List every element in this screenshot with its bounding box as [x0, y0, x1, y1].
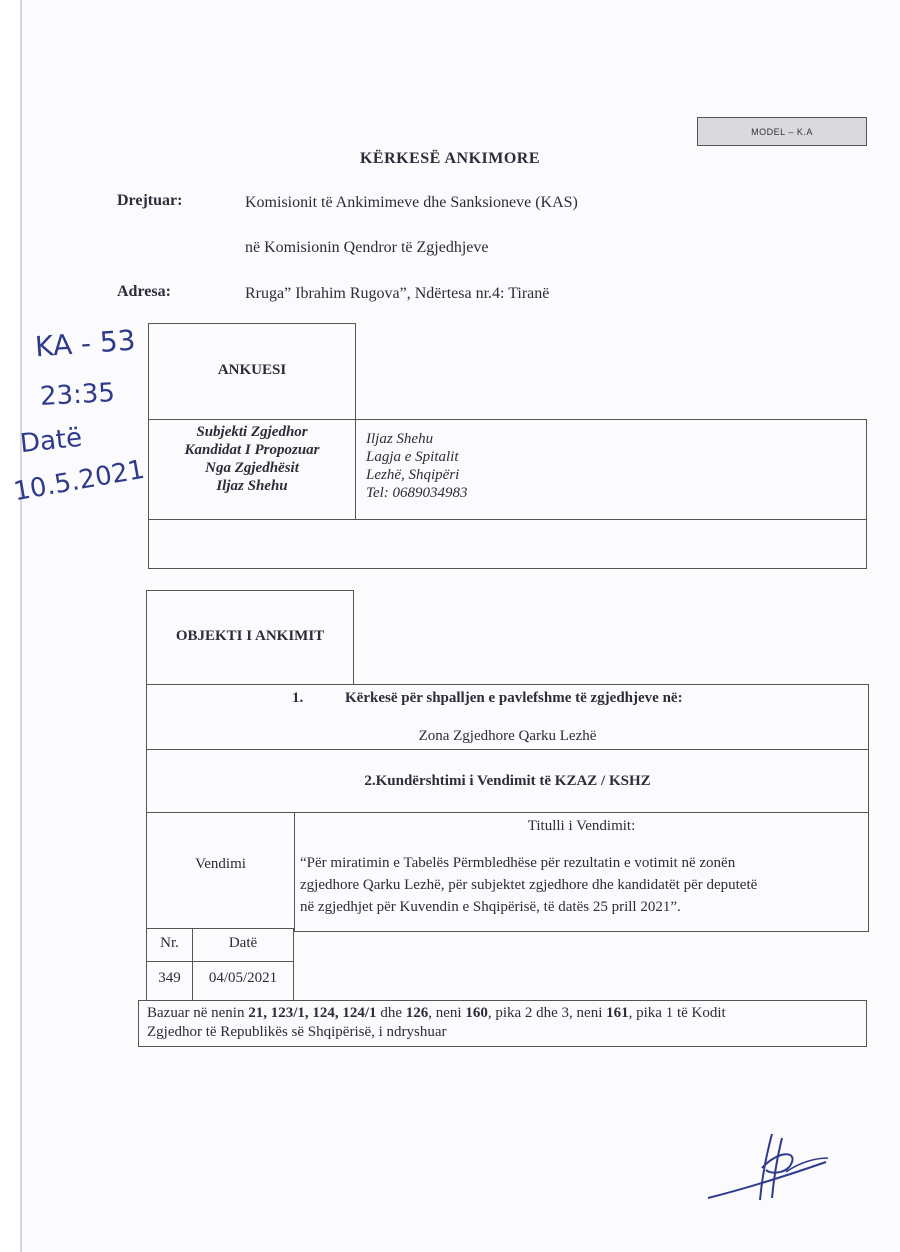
nr-value-cell: [146, 961, 193, 1001]
decision-title-line: zgjedhore Qarku Lezhë, për subjektet zgjedhore dhe kandidatët për deputetë: [300, 877, 758, 893]
document-title: KËRKESË ANKIMORE: [359, 150, 541, 167]
item1-text: Kërkesë për shpalljen e pavlefshme të zgjedhjeve në:: [345, 690, 683, 706]
legal-basis-line-2: Zgjedhor të Republikës së Shqipërisë, i ndryshuar: [147, 1024, 447, 1040]
details-line: Lezhë, Shqipëri: [366, 467, 460, 483]
legal-basis: [147, 1004, 863, 1042]
subject-line: Nga Zgjedhësit: [205, 460, 299, 476]
date-value: 04/05/2021: [208, 970, 278, 986]
legal-articles: 21, 123/1, 124, 124/1: [248, 1005, 377, 1021]
legal-article: 126: [405, 1005, 429, 1021]
details-line: Iljaz Shehu: [366, 431, 434, 447]
ankuesi-subject: [150, 423, 354, 495]
election-zone: Zona Zgjedhore Qarku Lezhë: [418, 728, 597, 744]
legal-basis-line-1: [147, 1004, 863, 1023]
legal-article: 161: [606, 1005, 629, 1021]
details-line: Tel: 0689034983: [366, 485, 468, 501]
objekti-header: OBJEKTI I ANKIMIT: [175, 628, 325, 644]
ankuesi-divider: [355, 419, 356, 520]
ankuesi-header: ANKUESI: [217, 362, 287, 378]
model-label-box: MODEL – K.A: [697, 117, 867, 146]
ankuesi-empty-row: [148, 519, 867, 569]
handwritten-date-label: Datë: [18, 422, 84, 460]
address-label: Adresa:: [117, 283, 171, 300]
legal-text: , pika 1 të Kodit: [628, 1005, 726, 1021]
item2-text: 2.Kundërshtimi i Vendimit të KZAZ / KSHZ: [364, 773, 651, 789]
decision-divider: [293, 928, 294, 1001]
nr-value: 349: [158, 970, 181, 986]
subject-line: Subjekti Zgjedhor: [196, 424, 308, 440]
decision-title-line: në zgjedhjet për Kuvendin e Shqipërisë, të datës 25 prill 2021”.: [300, 899, 681, 915]
vendimi-label: Vendimi: [195, 856, 246, 872]
subject-line: Kandidat I Propozuar: [184, 442, 320, 458]
date-label-cell: [192, 928, 294, 962]
decision-title: [300, 852, 757, 918]
nr-label-cell: [146, 928, 193, 962]
decision-title-line: “Për miratimin e Tabelës Përmbledhëse për rezultatin e votimit në zonën: [300, 855, 736, 871]
addressed-line-2: në Komisionin Qendror të Zgjedhjeve: [245, 239, 489, 256]
ankuesi-header-cell: [148, 323, 356, 420]
date-label: Datë: [228, 935, 258, 951]
addressed-line-1: Komisionit të Ankimimeve dhe Sanksioneve (KAS): [245, 194, 578, 211]
address-value: Rruga” Ibrahim Rugova”, Ndërtesa nr.4: Tiranë: [245, 285, 550, 302]
nr-label: Nr.: [160, 935, 179, 951]
vendimi-label-cell: [146, 812, 295, 929]
handwritten-case-number: KA - 53: [33, 323, 137, 364]
details-line: Lagja e Spitalit: [366, 449, 459, 465]
subject-line: Iljaz Shehu: [216, 478, 288, 494]
legal-text: dhe: [376, 1005, 406, 1021]
legal-text: , pika 2 dhe 3, neni: [487, 1005, 607, 1021]
legal-text: Bazuar në nenin: [147, 1005, 249, 1021]
addressed-label: Drejtuar:: [117, 192, 183, 209]
objekti-header-cell: [146, 590, 354, 685]
legal-text: , neni: [428, 1005, 466, 1021]
date-value-cell: [192, 961, 294, 1001]
item1-number: 1.: [292, 690, 304, 706]
legal-article: 160: [465, 1005, 488, 1021]
signature-icon: [700, 1128, 840, 1208]
handwritten-date: 10.5.2021: [11, 454, 147, 508]
handwritten-time: 23:35: [39, 378, 116, 412]
ankuesi-details: [366, 430, 468, 502]
titulli-label: Titulli i Vendimit:: [527, 818, 636, 834]
